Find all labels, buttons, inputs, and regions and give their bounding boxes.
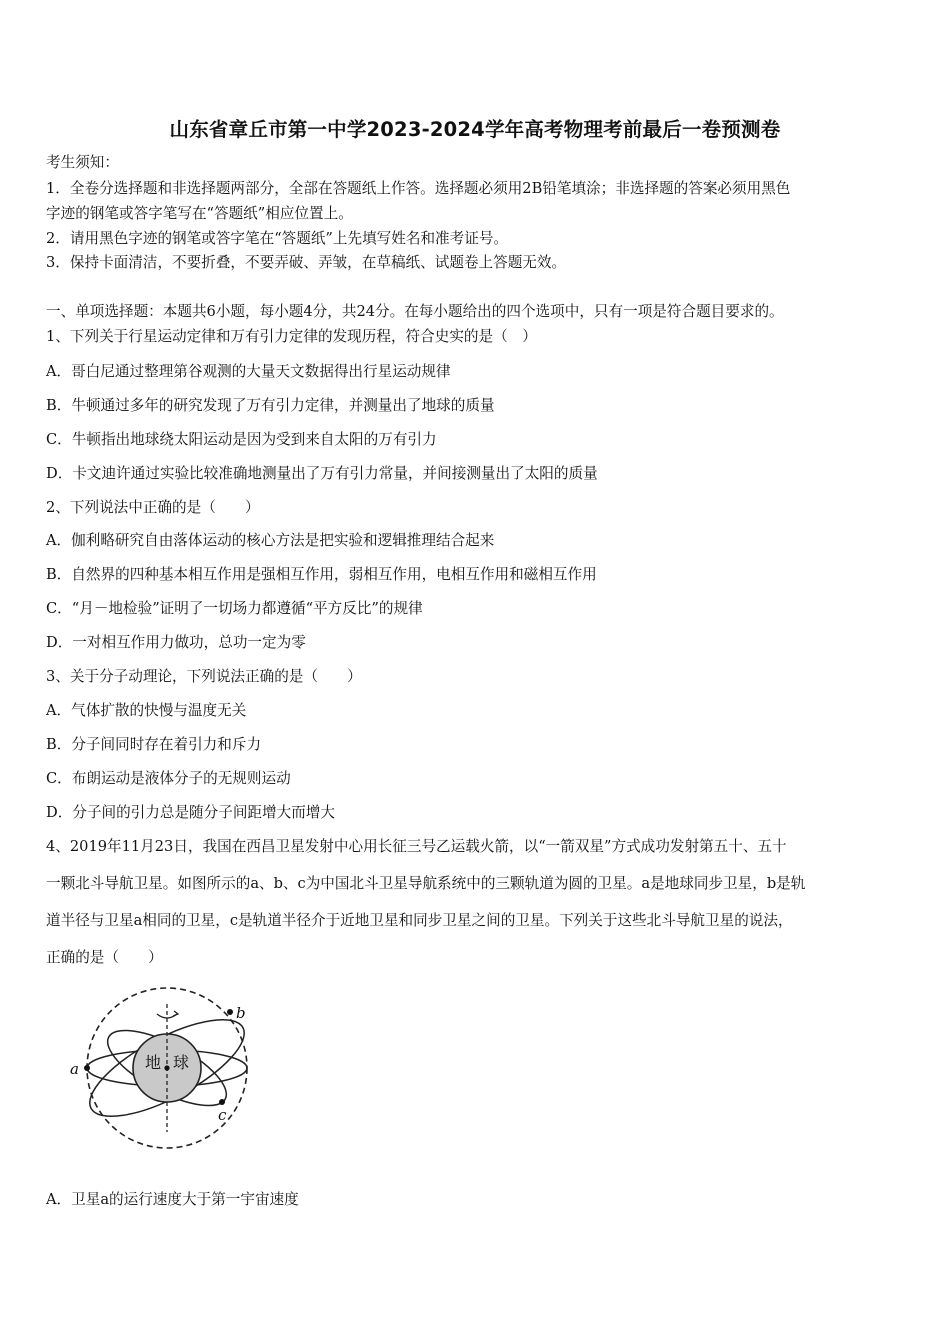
notice-item: 字迹的钢笔或答字笔写在“答题纸”相应位置上。 <box>46 205 353 222</box>
page-title: 山东省章丘市第一中学2023-2024学年高考物理考前最后一卷预测卷 <box>169 118 781 141</box>
satellite-a <box>84 1065 90 1071</box>
question-4-stem-line: 正确的是（ ） <box>46 949 163 966</box>
question-1-option-b: B．牛顿通过多年的研究发现了万有引力定律，并测量出了地球的质量 <box>46 397 495 414</box>
label-a: a <box>70 1060 79 1078</box>
earth-center <box>164 1065 169 1070</box>
question-3-option-b: B．分子间同时存在着引力和斥力 <box>46 736 262 753</box>
notice-item: 2．请用黑色字迹的钢笔或答字笔在“答题纸”上先填写姓名和准考证号。 <box>46 230 509 247</box>
notice-item: 1．全卷分选择题和非选择题两部分，全部在答题纸上作答。选择题必须用2B铅笔填涂；非选择题的答案必须用黑色 <box>46 180 791 197</box>
question-3-option-a: A．气体扩散的快慢与温度无关 <box>46 702 247 719</box>
notice-item: 3．保持卡面清洁，不要折叠，不要弄破、弄皱，在草稿纸、试题卷上答题无效。 <box>46 254 567 271</box>
question-4-stem-line: 一颗北斗导航卫星。如图所示的a、b、c为中国北斗卫星导航系统中的三颗轨道为圆的卫星。a是地球同步卫星，b是轨 <box>46 875 806 892</box>
satellite-c <box>219 1099 225 1105</box>
question-4-option-a: A．卫星a的运行速度大于第一宇宙速度 <box>46 1191 299 1208</box>
question-4-stem-line: 4、2019年11月23日，我国在西昌卫星发射中心用长征三号乙运载火箭，以“一箭双星”方式成功发射第五十、五十 <box>46 838 787 855</box>
question-1-option-a: A．哥白尼通过整理第谷观测的大量天文数据得出行星运动规律 <box>46 363 451 380</box>
question-2-option-b: B．自然界的四种基本相互作用是强相互作用，弱相互作用，电相互作用和磁相互作用 <box>46 566 597 583</box>
satellite-orbit-diagram <box>62 982 272 1160</box>
label-b: b <box>236 1004 246 1022</box>
question-2-option-a: A．伽利略研究自由落体运动的核心方法是把实验和逻辑推理结合起来 <box>46 532 495 549</box>
earth-label: 球 <box>173 1053 190 1072</box>
earth-label: 地 <box>145 1053 162 1072</box>
question-2-option-d: D．一对相互作用力做功，总功一定为零 <box>46 634 306 651</box>
label-c: c <box>218 1106 227 1124</box>
question-3-stem: 3、关于分子动理论，下列说法正确的是（ ） <box>46 668 362 685</box>
question-2-option-c: C．“月－地检验”证明了一切场力都遵循“平方反比”的规律 <box>46 600 423 617</box>
notice-heading: 考生须知： <box>46 154 119 171</box>
question-2-stem: 2、下列说法中正确的是（ ） <box>46 499 260 516</box>
question-4-stem-line: 道半径与卫星a相同的卫星，c是轨道半径介于近地卫星和同步卫星之间的卫星。下列关于这些北斗导航卫星的说法， <box>46 912 793 929</box>
question-1-option-c: C．牛顿指出地球绕太阳运动是因为受到来自太阳的万有引力 <box>46 431 437 448</box>
question-1-option-d: D．卡文迪许通过实验比较准确地测量出了万有引力常量，并间接测量出了太阳的质量 <box>46 465 598 482</box>
question-1-stem: 1、下列关于行星运动定律和万有引力定律的发现历程，符合史实的是（ ） <box>46 328 537 345</box>
section-heading: 一、单项选择题：本题共6小题，每小题4分，共24分。在每小题给出的四个选项中，只有一项是符合题目要求的。 <box>46 303 784 320</box>
question-3-option-c: C．布朗运动是液体分子的无规则运动 <box>46 770 291 787</box>
satellite-b <box>227 1009 233 1015</box>
question-3-option-d: D．分子间的引力总是随分子间距增大而增大 <box>46 804 335 821</box>
